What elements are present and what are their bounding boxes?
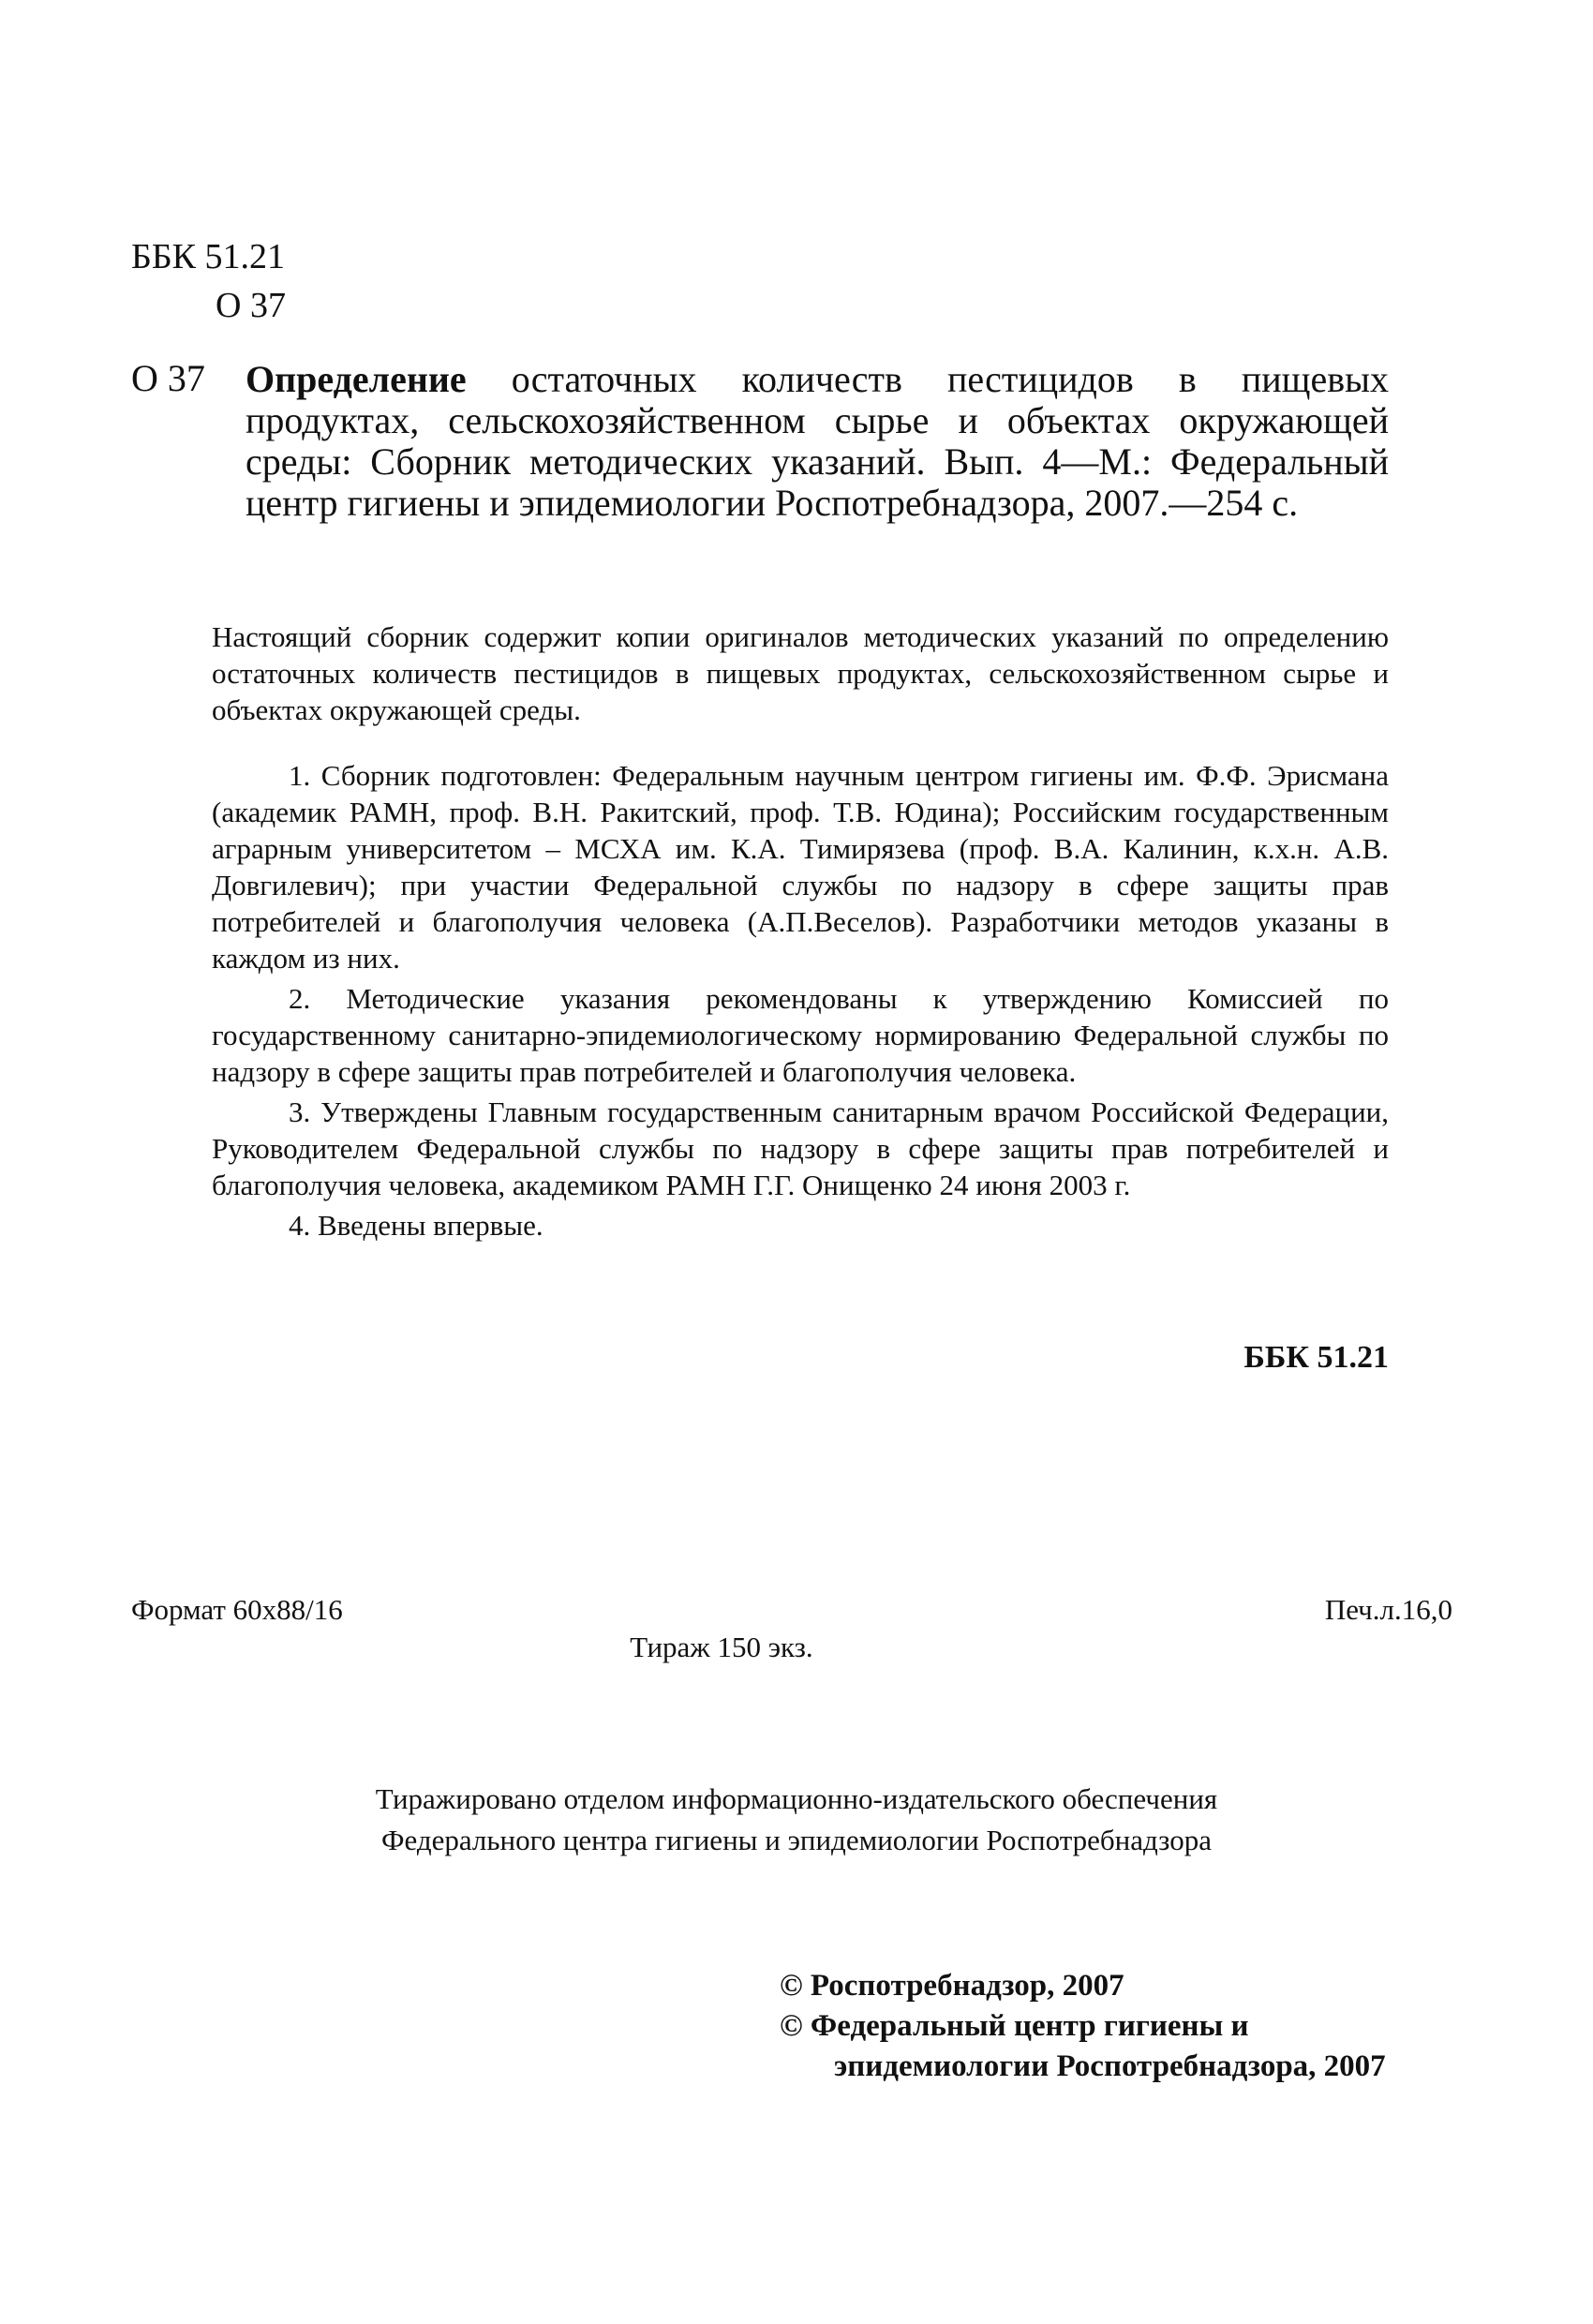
entry-description: остаточных количеств пестицидов в пищевых продуктах, сельскохозяйственном сырье и объектах окружающей среды: Сборник методических указаний. Вып. 4—М.: Федеральный центр гигиены и эпидемиологии Роспотребнадзора, 2007.—254 с.: [246, 358, 1389, 524]
annotation: [212, 618, 1389, 728]
info-item-3: 3. Утверждены Главным государственным санитарным врачом Российской Федерации, Руководителем Федеральной службы по надзору в сфере защиты прав потребителей и благополучия человека, академиком РАМН Г.Г. Онищенко 24 июня 2003 г.: [212, 1095, 1389, 1201]
replication-line-1: Тиражировано отделом информационно-издательского обеспечения: [375, 1782, 1218, 1815]
info-item-4: 4. Введены впервые.: [289, 1209, 543, 1242]
info-list: [212, 757, 1389, 1247]
info-item-2: 2. Методические указания рекомендованы к утверждению Комиссией по государственному санитарно-эпидемиологическому нормированию Федеральной службы по надзору в сфере защиты прав потребителей и благополучия человека.: [212, 982, 1389, 1088]
format-info: Формат 60х88/16: [131, 1593, 343, 1626]
bbk-code: ББК 51.21: [131, 237, 285, 276]
annotation-text: Настоящий сборник содержит копии оригиналов методических указаний по определению остаточных количеств пестицидов в пищевых продуктах, сельскохозяйственном сырье и объектах окружающей среды.: [212, 620, 1389, 726]
copyright-line-1: © Роспотребнадзор, 2007: [780, 1969, 1124, 2003]
entry-author-sign: О 37: [131, 357, 205, 399]
entry-title-bold: Определение: [246, 358, 467, 400]
copyright-block: [780, 1966, 1473, 2087]
print-sheets-info: Печ.л.16,0: [1324, 1593, 1452, 1626]
bbk-index-top: [131, 232, 286, 330]
print-run-info: [0, 1631, 1593, 1664]
info-item-1: 1. Сборник подготовлен: Федеральным научным центром гигиены им. Ф.Ф. Эрисмана (академик РАМН, проф. В.Н. Ракитский, проф. Т.В. Юдина); Российским государственным аграрным университетом – МСХА им. К.А. Тимирязева (проф. В.А. Калинин, к.х.н. А.В. Довгилевич); при участии Федеральной службы по надзору в сфере защиты прав потребителей и благополучия человека (А.П.Веселов). Разработчики методов указаны в каждом из них.: [212, 759, 1389, 975]
replication-line-2: Федерального центра гигиены и эпидемиологии Роспотребнадзора: [381, 1824, 1212, 1856]
print-run-text: Тираж 150 экз.: [630, 1631, 813, 1663]
copyright-line-3: эпидемиологии Роспотребнадзора, 2007: [834, 2049, 1386, 2083]
author-sign: О 37: [216, 286, 286, 325]
bibliographic-entry: [246, 359, 1389, 524]
copyright-line-2: © Федеральный центр гигиены и: [780, 2009, 1249, 2043]
replication-note: [0, 1779, 1593, 1861]
bbk-index-bottom: ББК 51.21: [1243, 1340, 1389, 1375]
